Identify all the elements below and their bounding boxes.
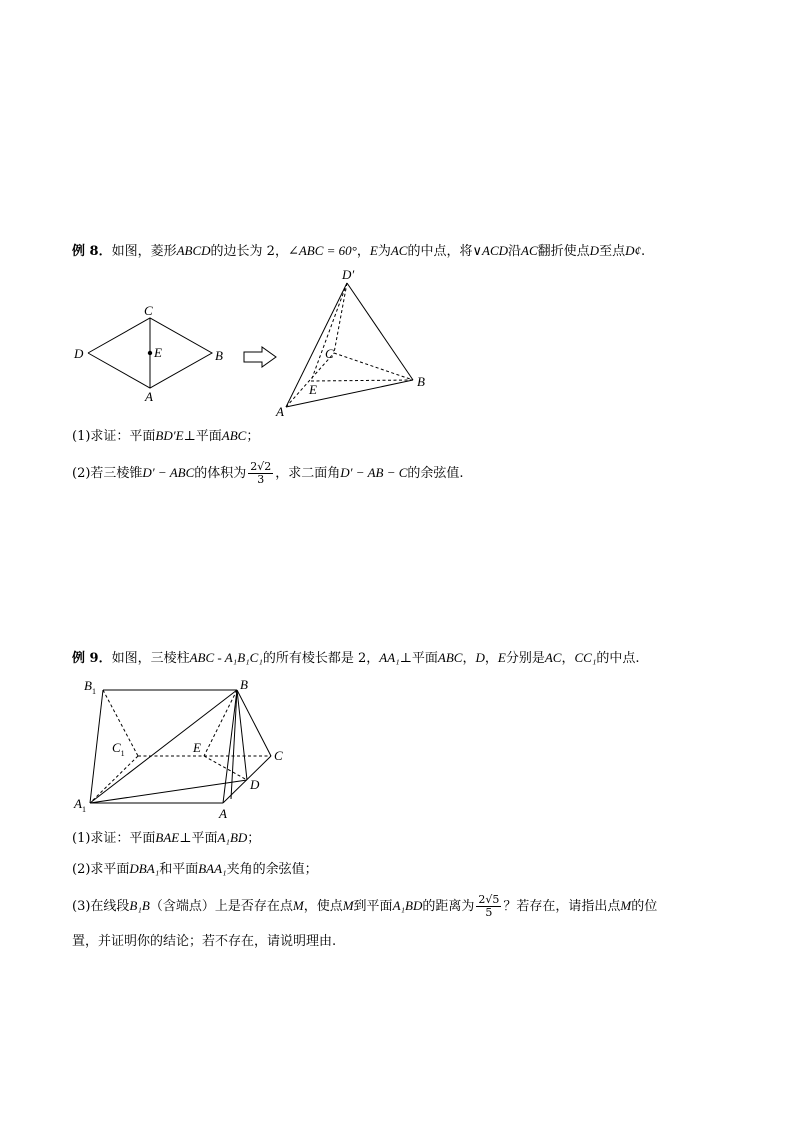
- ex8-label: 例 8．: [72, 244, 112, 259]
- label-E: E: [193, 740, 201, 755]
- math: M: [620, 898, 632, 913]
- text: 和平面: [159, 862, 199, 877]
- math: A₁BD: [392, 898, 423, 913]
- math: E: [369, 243, 378, 258]
- text: ，使点: [303, 899, 343, 914]
- label-C1: [112, 740, 125, 758]
- text: ；: [247, 831, 261, 846]
- text: ？若存在，请指出点: [503, 899, 621, 914]
- text: ，: [356, 244, 370, 259]
- text: ⊥平面: [179, 831, 218, 846]
- label-B2: B: [417, 374, 425, 389]
- label-E: E: [154, 345, 162, 360]
- math: ∠ABC = 60°: [287, 243, 357, 258]
- text: 沿: [508, 244, 522, 259]
- text: (2)求平面: [72, 862, 130, 877]
- text: 为: [377, 244, 391, 259]
- denominator: 5: [485, 906, 493, 919]
- text: 的所有棱长都是 2，: [262, 651, 380, 666]
- math: BAE: [155, 830, 180, 845]
- denominator: 3: [257, 473, 265, 486]
- text: 的中点.: [596, 651, 640, 666]
- text: ，: [484, 651, 498, 666]
- math: AC: [521, 243, 538, 258]
- text: (2)若三棱锥: [72, 466, 143, 481]
- math: A₁BD: [217, 830, 248, 845]
- text: ⊥平面: [183, 429, 222, 444]
- text: 的位: [631, 899, 658, 914]
- label-D: D: [250, 777, 260, 792]
- text: 的体积为: [194, 466, 247, 481]
- math: B₁B: [129, 898, 150, 913]
- text: (1)求证：平面: [72, 831, 156, 846]
- math: DBA₁: [129, 861, 160, 876]
- math: D′ − ABC: [142, 465, 195, 480]
- text: ，: [561, 651, 575, 666]
- math: D: [589, 243, 600, 258]
- text: ，: [462, 651, 476, 666]
- text: 到平面: [353, 899, 393, 914]
- label-A2: A: [276, 404, 284, 419]
- math: E: [497, 650, 506, 665]
- label-B: B: [215, 348, 223, 363]
- text: 至点: [599, 244, 626, 259]
- label-Dprime: D′: [342, 267, 355, 282]
- label-B1: [84, 678, 96, 696]
- text: 的边长为 2，: [210, 244, 288, 259]
- text: ，求二面角: [275, 466, 341, 481]
- label-subscript: 1: [81, 805, 86, 814]
- math: BAA₁: [198, 861, 227, 876]
- math: AC: [390, 243, 408, 258]
- math: D¢: [625, 243, 641, 258]
- math: CC₁: [574, 650, 597, 665]
- label-E2: E: [309, 382, 317, 397]
- text: ⊥平面: [399, 651, 438, 666]
- label-subscript: 1: [91, 687, 96, 696]
- text: .: [640, 244, 646, 259]
- text: ；: [246, 429, 260, 444]
- math: ∨ACD: [472, 243, 509, 258]
- label-D: D: [74, 346, 84, 361]
- text: 分别是: [505, 651, 545, 666]
- math: ABC: [437, 650, 463, 665]
- label-letter: A: [74, 796, 82, 811]
- math: AA₁: [379, 650, 400, 665]
- label-A: A: [219, 806, 227, 821]
- label-A1: [73, 796, 86, 814]
- ex9-q1: [72, 829, 260, 848]
- text: 夹角的余弦值；: [226, 862, 318, 877]
- ex9-label: 例 9．: [72, 651, 112, 666]
- ex9-q3: [72, 891, 657, 922]
- label-A: A: [145, 389, 153, 404]
- label-subscript: 1: [120, 749, 125, 758]
- numerator: 2√5: [478, 893, 500, 906]
- label-C: C: [144, 303, 153, 318]
- math: BD′E: [155, 428, 184, 443]
- text: 如图，菱形: [111, 244, 177, 259]
- math: ABCD: [176, 243, 211, 258]
- ex9-q3-line2: 置，并证明你的结论；若不存在，请说明理由.: [72, 934, 337, 949]
- math: D′ − AB − C: [340, 465, 408, 480]
- math: ABC: [221, 428, 247, 443]
- text: (3)在线段: [72, 899, 130, 914]
- label-letter: C: [112, 740, 121, 755]
- text: (1)求证：平面: [72, 429, 156, 444]
- math: AC: [544, 650, 562, 665]
- math: D: [475, 650, 485, 665]
- math: ABC - A₁B₁C₁: [189, 650, 263, 665]
- numerator: 2√2: [250, 460, 272, 473]
- ex9-q2: [72, 860, 318, 879]
- math: M: [292, 898, 304, 913]
- text: （含端点）上是否存在点: [149, 899, 293, 914]
- text: 的余弦值.: [407, 466, 464, 481]
- text: 如图，三棱柱: [111, 651, 190, 666]
- label-letter: B: [84, 678, 92, 693]
- math: M: [342, 898, 354, 913]
- label-C: C: [274, 748, 283, 763]
- text: 的距离为: [422, 899, 475, 914]
- label-C2: C: [325, 346, 334, 361]
- text: 翻折使点: [537, 244, 590, 259]
- label-B: B: [240, 677, 248, 692]
- fraction: [476, 894, 501, 919]
- text: 的中点，将: [407, 244, 473, 259]
